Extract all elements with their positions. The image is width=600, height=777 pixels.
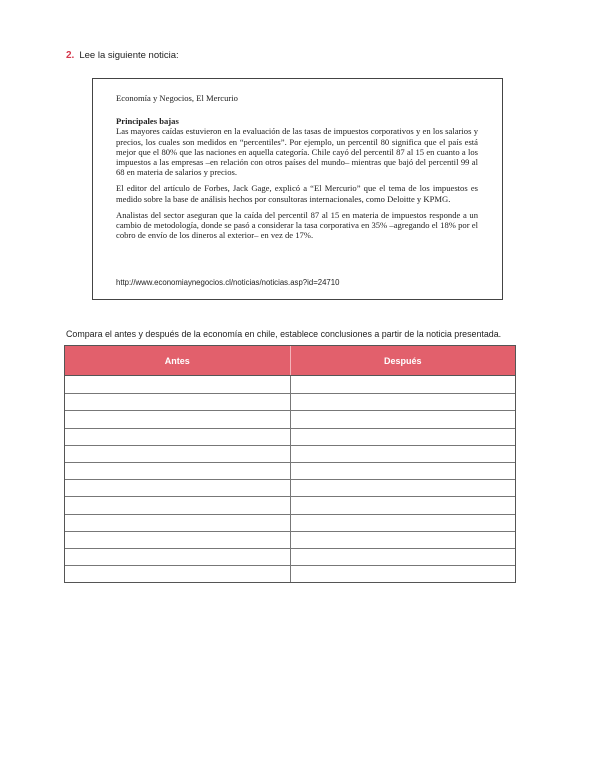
answer-cell-despues[interactable] [291,566,516,582]
answer-cell-despues[interactable] [291,515,516,531]
table-row [65,428,515,445]
news-source: Economía y Negocios, El Mercurio [116,93,238,103]
table-row [65,393,515,410]
news-article-box [92,78,503,300]
answer-cell-despues[interactable] [291,480,516,496]
answer-cell-antes[interactable] [65,549,291,565]
answer-cell-antes[interactable] [65,376,291,393]
answer-cell-despues[interactable] [291,376,516,393]
answer-cell-antes[interactable] [65,515,291,531]
task-instruction: Compara el antes y después de la economía en chile, establece conclusiones a partir de la noticia presentada. [66,329,502,339]
news-paragraph: El editor del artículo de Forbes, Jack Gage, explicó a “El Mercurio” que el tema de los impuestos es medido sobre la base de análisis hechos por consultoras internacionales, como Deloitte y KPMG. [116,183,478,204]
exercise-number: 2. [66,50,75,61]
answer-cell-despues[interactable] [291,549,516,565]
table-row [65,496,515,513]
answer-cell-antes[interactable] [65,463,291,479]
answer-cell-antes[interactable] [65,446,291,462]
answer-cell-despues[interactable] [291,446,516,462]
column-header-antes: Antes [65,346,291,375]
answer-cell-antes[interactable] [65,411,291,427]
column-header-despues: Después [383,355,422,366]
news-url: http://www.economiaynegocios.cl/noticias/noticias.asp?id=24710 [116,278,340,287]
exercise-instruction: Lee la siguiente noticia: [79,50,179,61]
answer-cell-despues[interactable] [291,411,516,427]
answer-cell-antes[interactable] [65,480,291,496]
exercise-heading [66,50,179,61]
table-row [65,514,515,531]
table-body [65,376,515,582]
table-row [65,531,515,548]
table-row [65,376,515,393]
comparison-table [64,345,516,583]
table-row [65,479,515,496]
table-row [65,565,515,582]
news-heading: Principales bajas [116,116,179,127]
answer-cell-despues[interactable] [291,497,516,513]
news-paragraph: Analistas del sector aseguran que la caída del percentil 87 al 15 en materia de impuestos responde a un cambio de metodología, donde se pasó a considerar la tasa corporativa en 35% –agregando el 18% por el cobro de envío de los dineros al exterior– en vez de 17%. [116,209,478,241]
answer-cell-despues[interactable] [291,429,516,445]
answer-cell-despues[interactable] [291,394,516,410]
table-header [65,346,515,376]
answer-cell-despues[interactable] [291,463,516,479]
news-content [116,93,478,246]
answer-cell-antes[interactable] [65,532,291,548]
table-row [65,548,515,565]
table-row [65,462,515,479]
answer-cell-antes[interactable] [65,394,291,410]
table-row [65,410,515,427]
answer-cell-antes[interactable] [65,566,291,582]
answer-cell-despues[interactable] [291,532,516,548]
table-row [65,445,515,462]
news-paragraph: Las mayores caídas estuvieron en la evaluación de las tasas de impuestos corporativos y en los salarios y precios, los cuales son medidos en “percentiles”. Por ejemplo, un percentil 80 significa que el país está mejor que el 80% que las naciones en aquella categoría. Chile cayó del percentil 87 al 15 en cuanto a los impuestos a las empresas –en relación con otros países del mundo– mientras que bajó del percentil 99 al 68 en materia de salarios y precios. [116,126,478,178]
answer-cell-antes[interactable] [65,497,291,513]
answer-cell-antes[interactable] [65,429,291,445]
